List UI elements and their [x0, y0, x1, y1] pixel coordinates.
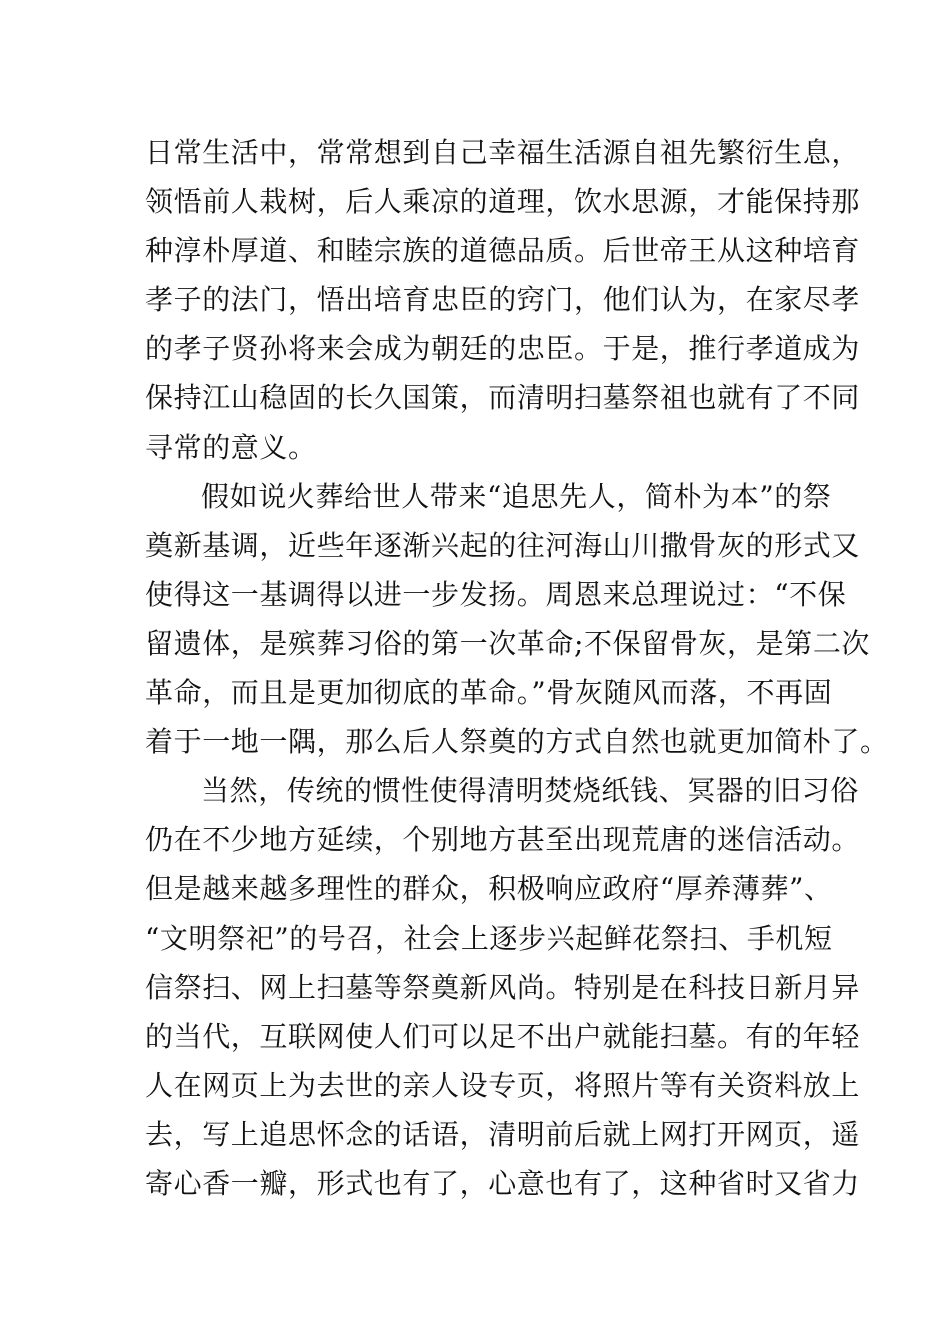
text-line: 奠新基调，近些年逐渐兴起的往河海山川撒骨灰的形式又 — [145, 528, 861, 562]
text-line: 寻常的意义。 — [145, 430, 317, 464]
text-line: 假如说火葬给世人带来“追思先人，简朴为本”的祭 — [201, 479, 832, 513]
text-line: 留遗体，是殡葬习俗的第一次革命;不保留骨灰，是第二次 — [145, 626, 871, 660]
paragraph-3 — [145, 766, 861, 1208]
text-line: 去，写上追思怀念的话语，清明前后就上网打开网页，遥 — [145, 1117, 861, 1151]
text-line: 孝子的法门，悟出培育忠臣的窍门，他们认为，在家尽孝 — [145, 283, 861, 317]
text-line: 当然，传统的惯性使得清明焚烧纸钱、冥器的旧习俗 — [201, 774, 859, 808]
text-line: 人在网页上为去世的亲人设专页，将照片等有关资料放上 — [145, 1068, 861, 1102]
text-line: 仍在不少地方延续，个别地方甚至出现荒唐的迷信活动。 — [145, 823, 861, 857]
text-line: 领悟前人栽树，后人乘凉的道理，饮水思源，才能保持那 — [145, 185, 861, 219]
text-line: 但是越来越多理性的群众，积极响应政府“厚养薄葬”、 — [145, 872, 833, 906]
text-line: 保持江山稳固的长久国策，而清明扫墓祭祖也就有了不同 — [145, 381, 861, 415]
text-line: 日常生活中，常常想到自己幸福生活源自祖先繁衍生息， — [145, 136, 861, 169]
text-line: 的当代，互联网使人们可以足不出户就能扫墓。有的年轻 — [145, 1019, 861, 1053]
text-line: 种淳朴厚道、和睦宗族的道德品质。后世帝王从这种培育 — [145, 234, 861, 268]
paragraph-1 — [145, 128, 861, 472]
text-line: 革命，而且是更加彻底的革命。”骨灰随风而落，不再固 — [145, 676, 833, 710]
text-line: 信祭扫、网上扫墓等祭奠新风尚。特别是在科技日新月异 — [145, 970, 861, 1004]
text-line: 的孝子贤孙将来会成为朝廷的忠臣。于是，推行孝道成为 — [145, 332, 861, 366]
paragraph-2 — [145, 472, 889, 767]
text-line: 着于一地一隅，那么后人祭奠的方式自然也就更加简朴了。 — [145, 725, 889, 759]
text-line: 使得这一基调得以进一步发扬。周恩来总理说过：“不保 — [145, 577, 847, 611]
document-body — [145, 128, 889, 1208]
text-line: “文明祭祀”的号召，社会上逐步兴起鲜花祭扫、手机短 — [145, 921, 833, 955]
text-line: 寄心香一瓣，形式也有了，心意也有了，这种省时又省力 — [145, 1166, 861, 1200]
